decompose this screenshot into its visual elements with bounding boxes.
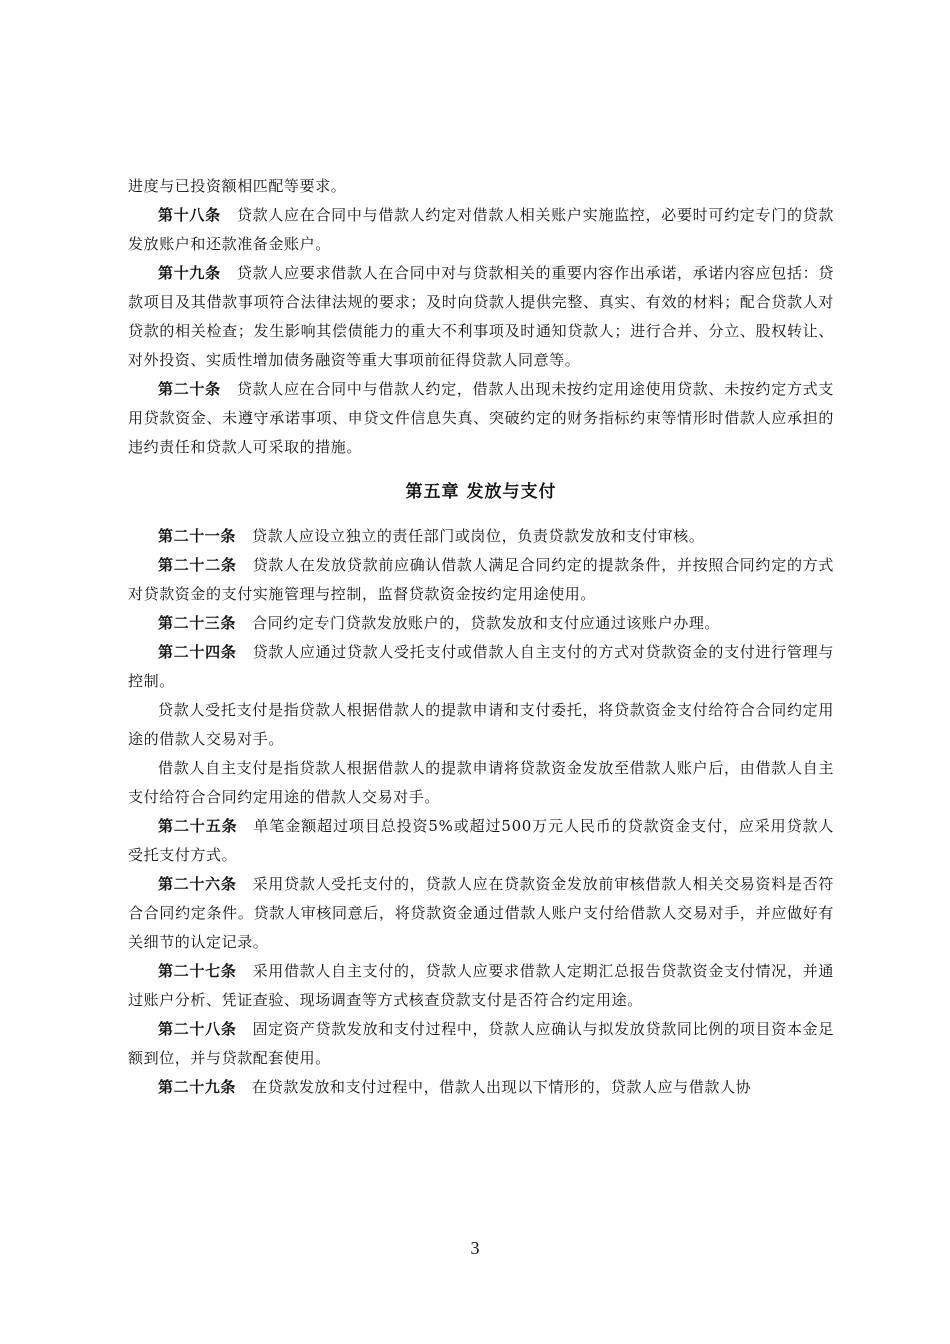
paragraph-text: 借款人自主支付是指贷款人根据借款人的提款申请将贷款资金发放至借款人账户后，由借款人自主支付给符合合同约定用途的借款人交易对手。 bbox=[128, 759, 834, 806]
article-text: 贷款人在发放贷款前应确认借款人满足合同约定的提款条件，并按照合同约定的方式对贷款资金的支付实施管理与控制，监督贷款资金按约定用途使用。 bbox=[128, 556, 834, 603]
article-paragraph bbox=[128, 638, 834, 696]
article-text: 贷款人应在合同中与借款人约定对借款人相关账户实施监控，必要时可约定专门的贷款发放账户和还款准备金账户。 bbox=[128, 206, 834, 253]
article-number: 第二十二条 bbox=[158, 556, 237, 574]
article-text: 贷款人应设立独立的责任部门或岗位，负责贷款发放和支付审核。 bbox=[252, 527, 705, 545]
article-paragraph bbox=[128, 812, 834, 870]
sub-paragraph bbox=[128, 754, 834, 812]
articles-before-chapter bbox=[128, 201, 834, 462]
sub-paragraph bbox=[128, 696, 834, 754]
article-text: 贷款人应要求借款人在合同中对与贷款相关的重要内容作出承诺，承诺内容应包括：贷款项目及其借款事项符合法律法规的要求；及时向贷款人提供完整、真实、有效的材料；配合贷款人对贷款的相关检查；发生影响其偿债能力的重大不利事项及时通知贷款人；进行合并、分立、股权转让、对外投资、实质性增加债务融资等重大事项前征得贷款人同意等。 bbox=[128, 264, 834, 369]
article-number: 第十八条 bbox=[158, 206, 221, 224]
article-text: 单笔金额超过项目总投资5%或超过500万元人民币的贷款资金支付，应采用贷款人受托支付方式。 bbox=[128, 817, 834, 864]
article-paragraph bbox=[128, 957, 834, 1015]
article-text: 合同约定专门贷款发放账户的，贷款发放和支付应通过该账户办理。 bbox=[252, 614, 721, 632]
article-number: 第二十五条 bbox=[158, 817, 238, 835]
article-number: 第二十条 bbox=[158, 380, 221, 398]
article-paragraph bbox=[128, 609, 834, 638]
article-number: 第二十九条 bbox=[158, 1078, 237, 1096]
article-text: 贷款人应在合同中与借款人约定，借款人出现未按约定用途使用贷款、未按约定方式支用贷款资金、未遵守承诺事项、申贷文件信息失真、突破约定的财务指标约束等情形时借款人应承担的违约责任和贷款人可采取的措施。 bbox=[128, 380, 834, 456]
article-paragraph bbox=[128, 201, 834, 259]
article-paragraph bbox=[128, 1015, 834, 1073]
article-paragraph bbox=[128, 375, 834, 462]
continuation-paragraph: 进度与已投资额相匹配等要求。 bbox=[128, 177, 347, 195]
article-number: 第十九条 bbox=[158, 264, 221, 282]
article-text: 采用借款人自主支付的，贷款人应要求借款人定期汇总报告贷款资金支付情况，并通过账户分析、凭证查验、现场调查等方式核查贷款支付是否符合约定用途。 bbox=[128, 962, 834, 1009]
paragraph-text: 贷款人受托支付是指贷款人根据借款人的提款申请和支付委托，将贷款资金支付给符合合同约定用途的借款人交易对手。 bbox=[128, 701, 834, 748]
article-text: 固定资产贷款发放和支付过程中，贷款人应确认与拟发放贷款同比例的项目资本金足额到位，并与贷款配套使用。 bbox=[128, 1020, 834, 1067]
article-number: 第二十四条 bbox=[158, 643, 237, 661]
article-paragraph bbox=[128, 870, 834, 957]
article-number: 第二十八条 bbox=[158, 1020, 237, 1038]
article-paragraph bbox=[128, 551, 834, 609]
article-number: 第二十六条 bbox=[158, 875, 237, 893]
article-paragraph bbox=[128, 259, 834, 375]
article-number: 第二十三条 bbox=[158, 614, 237, 632]
page-number: 3 bbox=[470, 1238, 480, 1258]
chapter-title: 第五章 发放与支付 bbox=[405, 482, 557, 502]
document-body bbox=[128, 172, 834, 1102]
article-paragraph bbox=[128, 1073, 834, 1102]
articles-after-chapter bbox=[128, 522, 834, 1102]
article-text: 采用贷款人受托支付的，贷款人应在贷款资金发放前审核借款人相关交易资料是否符合合同约定条件。贷款人审核同意后，将贷款资金通过借款人账户支付给借款人交易对手，并应做好有关细节的认定记录。 bbox=[128, 875, 834, 951]
article-text: 贷款人应通过贷款人受托支付或借款人自主支付的方式对贷款资金的支付进行管理与控制。 bbox=[128, 643, 834, 690]
article-paragraph bbox=[128, 522, 834, 551]
article-number: 第二十七条 bbox=[158, 962, 237, 980]
article-number: 第二十一条 bbox=[158, 527, 237, 545]
article-text: 在贷款发放和支付过程中，借款人出现以下情形的，贷款人应与借款人协 bbox=[252, 1078, 752, 1096]
